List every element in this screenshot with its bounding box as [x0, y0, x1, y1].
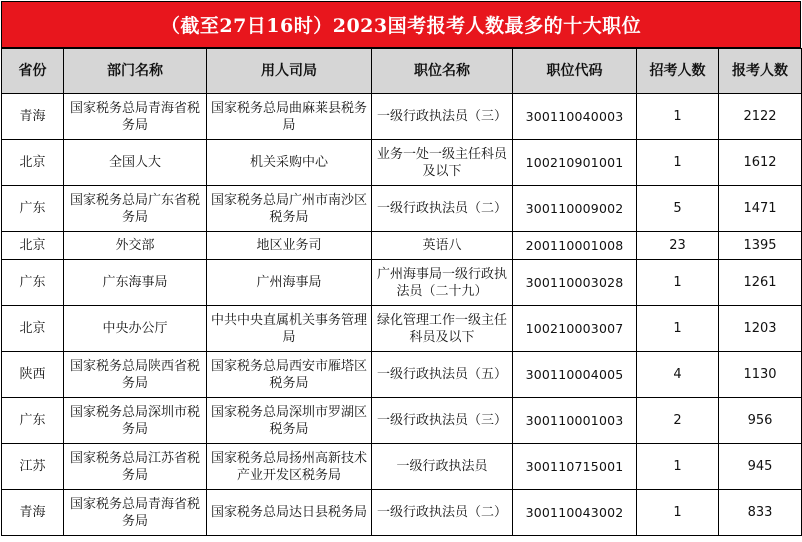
header-applicants: 报考人数 [719, 49, 802, 94]
table-row [2, 444, 802, 490]
cell-bureau: 国家税务总局西安市雁塔区税务局 [207, 352, 372, 398]
header-row [2, 49, 802, 94]
cell-province: 广东 [2, 398, 64, 444]
cell-quota: 1 [637, 306, 719, 352]
cell-province: 北京 [2, 140, 64, 186]
header-code: 职位代码 [513, 49, 637, 94]
cell-bureau: 国家税务总局曲麻莱县税务局 [207, 94, 372, 140]
table-row [2, 306, 802, 352]
table-row [2, 186, 802, 232]
cell-code: 200110001008 [513, 232, 637, 260]
cell-quota: 5 [637, 186, 719, 232]
cell-code: 300110009002 [513, 186, 637, 232]
table-row [2, 260, 802, 306]
cell-position: 一级行政执法员（五） [372, 352, 513, 398]
cell-code: 300110715001 [513, 444, 637, 490]
cell-code: 300110004005 [513, 352, 637, 398]
cell-province: 北京 [2, 306, 64, 352]
cell-position: 一级行政执法员 [372, 444, 513, 490]
cell-quota: 1 [637, 260, 719, 306]
cell-applicants: 1203 [719, 306, 802, 352]
cell-dept: 广东海事局 [64, 260, 207, 306]
cell-position: 广州海事局一级行政执法员（二十九） [372, 260, 513, 306]
table-row [2, 232, 802, 260]
header-position: 职位名称 [372, 49, 513, 94]
table-title: （截至27日16时）2023国考报考人数最多的十大职位 [1, 1, 801, 48]
cell-applicants: 2122 [719, 94, 802, 140]
table-container [1, 1, 801, 540]
cell-position: 业务一处一级主任科员及以下 [372, 140, 513, 186]
table-row [2, 140, 802, 186]
cell-dept: 国家税务总局青海省税务局 [64, 490, 207, 536]
cell-code: 100210003007 [513, 306, 637, 352]
cell-quota: 4 [637, 352, 719, 398]
cell-position: 一级行政执法员（三） [372, 94, 513, 140]
cell-bureau: 机关采购中心 [207, 140, 372, 186]
cell-province: 青海 [2, 94, 64, 140]
cell-applicants: 1130 [719, 352, 802, 398]
cell-applicants: 1612 [719, 140, 802, 186]
cell-code: 300110001003 [513, 398, 637, 444]
cell-code: 300110003028 [513, 260, 637, 306]
cell-code: 300110040003 [513, 94, 637, 140]
cell-quota: 1 [637, 444, 719, 490]
cell-province: 广东 [2, 186, 64, 232]
table-row [2, 352, 802, 398]
cell-dept: 国家税务总局深圳市税务局 [64, 398, 207, 444]
header-bureau: 用人司局 [207, 49, 372, 94]
cell-quota: 1 [637, 140, 719, 186]
cell-province: 北京 [2, 232, 64, 260]
cell-bureau: 国家税务总局深圳市罗湖区税务局 [207, 398, 372, 444]
cell-position: 英语八 [372, 232, 513, 260]
cell-bureau: 中共中央直属机关事务管理局 [207, 306, 372, 352]
cell-province: 江苏 [2, 444, 64, 490]
cell-dept: 中央办公厅 [64, 306, 207, 352]
cell-bureau: 国家税务总局达日县税务局 [207, 490, 372, 536]
cell-quota: 1 [637, 94, 719, 140]
cell-province: 广东 [2, 260, 64, 306]
cell-position: 一级行政执法员（二） [372, 490, 513, 536]
cell-province: 陕西 [2, 352, 64, 398]
table-row [2, 94, 802, 140]
cell-quota: 23 [637, 232, 719, 260]
cell-quota: 1 [637, 490, 719, 536]
cell-bureau: 广州海事局 [207, 260, 372, 306]
cell-applicants: 1395 [719, 232, 802, 260]
cell-dept: 全国人大 [64, 140, 207, 186]
cell-bureau: 国家税务总局扬州高新技术产业开发区税务局 [207, 444, 372, 490]
cell-dept: 国家税务总局江苏省税务局 [64, 444, 207, 490]
cell-quota: 2 [637, 398, 719, 444]
cell-code: 100210901001 [513, 140, 637, 186]
cell-province: 青海 [2, 490, 64, 536]
cell-applicants: 1471 [719, 186, 802, 232]
cell-bureau: 地区业务司 [207, 232, 372, 260]
cell-dept: 外交部 [64, 232, 207, 260]
cell-position: 一级行政执法员（二） [372, 186, 513, 232]
cell-applicants: 945 [719, 444, 802, 490]
cell-applicants: 1261 [719, 260, 802, 306]
cell-bureau: 国家税务总局广州市南沙区税务局 [207, 186, 372, 232]
cell-position: 绿化管理工作一级主任科员及以下 [372, 306, 513, 352]
cell-position: 一级行政执法员（三） [372, 398, 513, 444]
cell-dept: 国家税务总局陕西省税务局 [64, 352, 207, 398]
cell-dept: 国家税务总局青海省税务局 [64, 94, 207, 140]
cell-applicants: 956 [719, 398, 802, 444]
header-quota: 招考人数 [637, 49, 719, 94]
cell-code: 300110043002 [513, 490, 637, 536]
cell-dept: 国家税务总局广东省税务局 [64, 186, 207, 232]
positions-table [1, 48, 802, 536]
table-row [2, 398, 802, 444]
table-row [2, 490, 802, 536]
header-dept: 部门名称 [64, 49, 207, 94]
header-province: 省份 [2, 49, 64, 94]
cell-applicants: 833 [719, 490, 802, 536]
